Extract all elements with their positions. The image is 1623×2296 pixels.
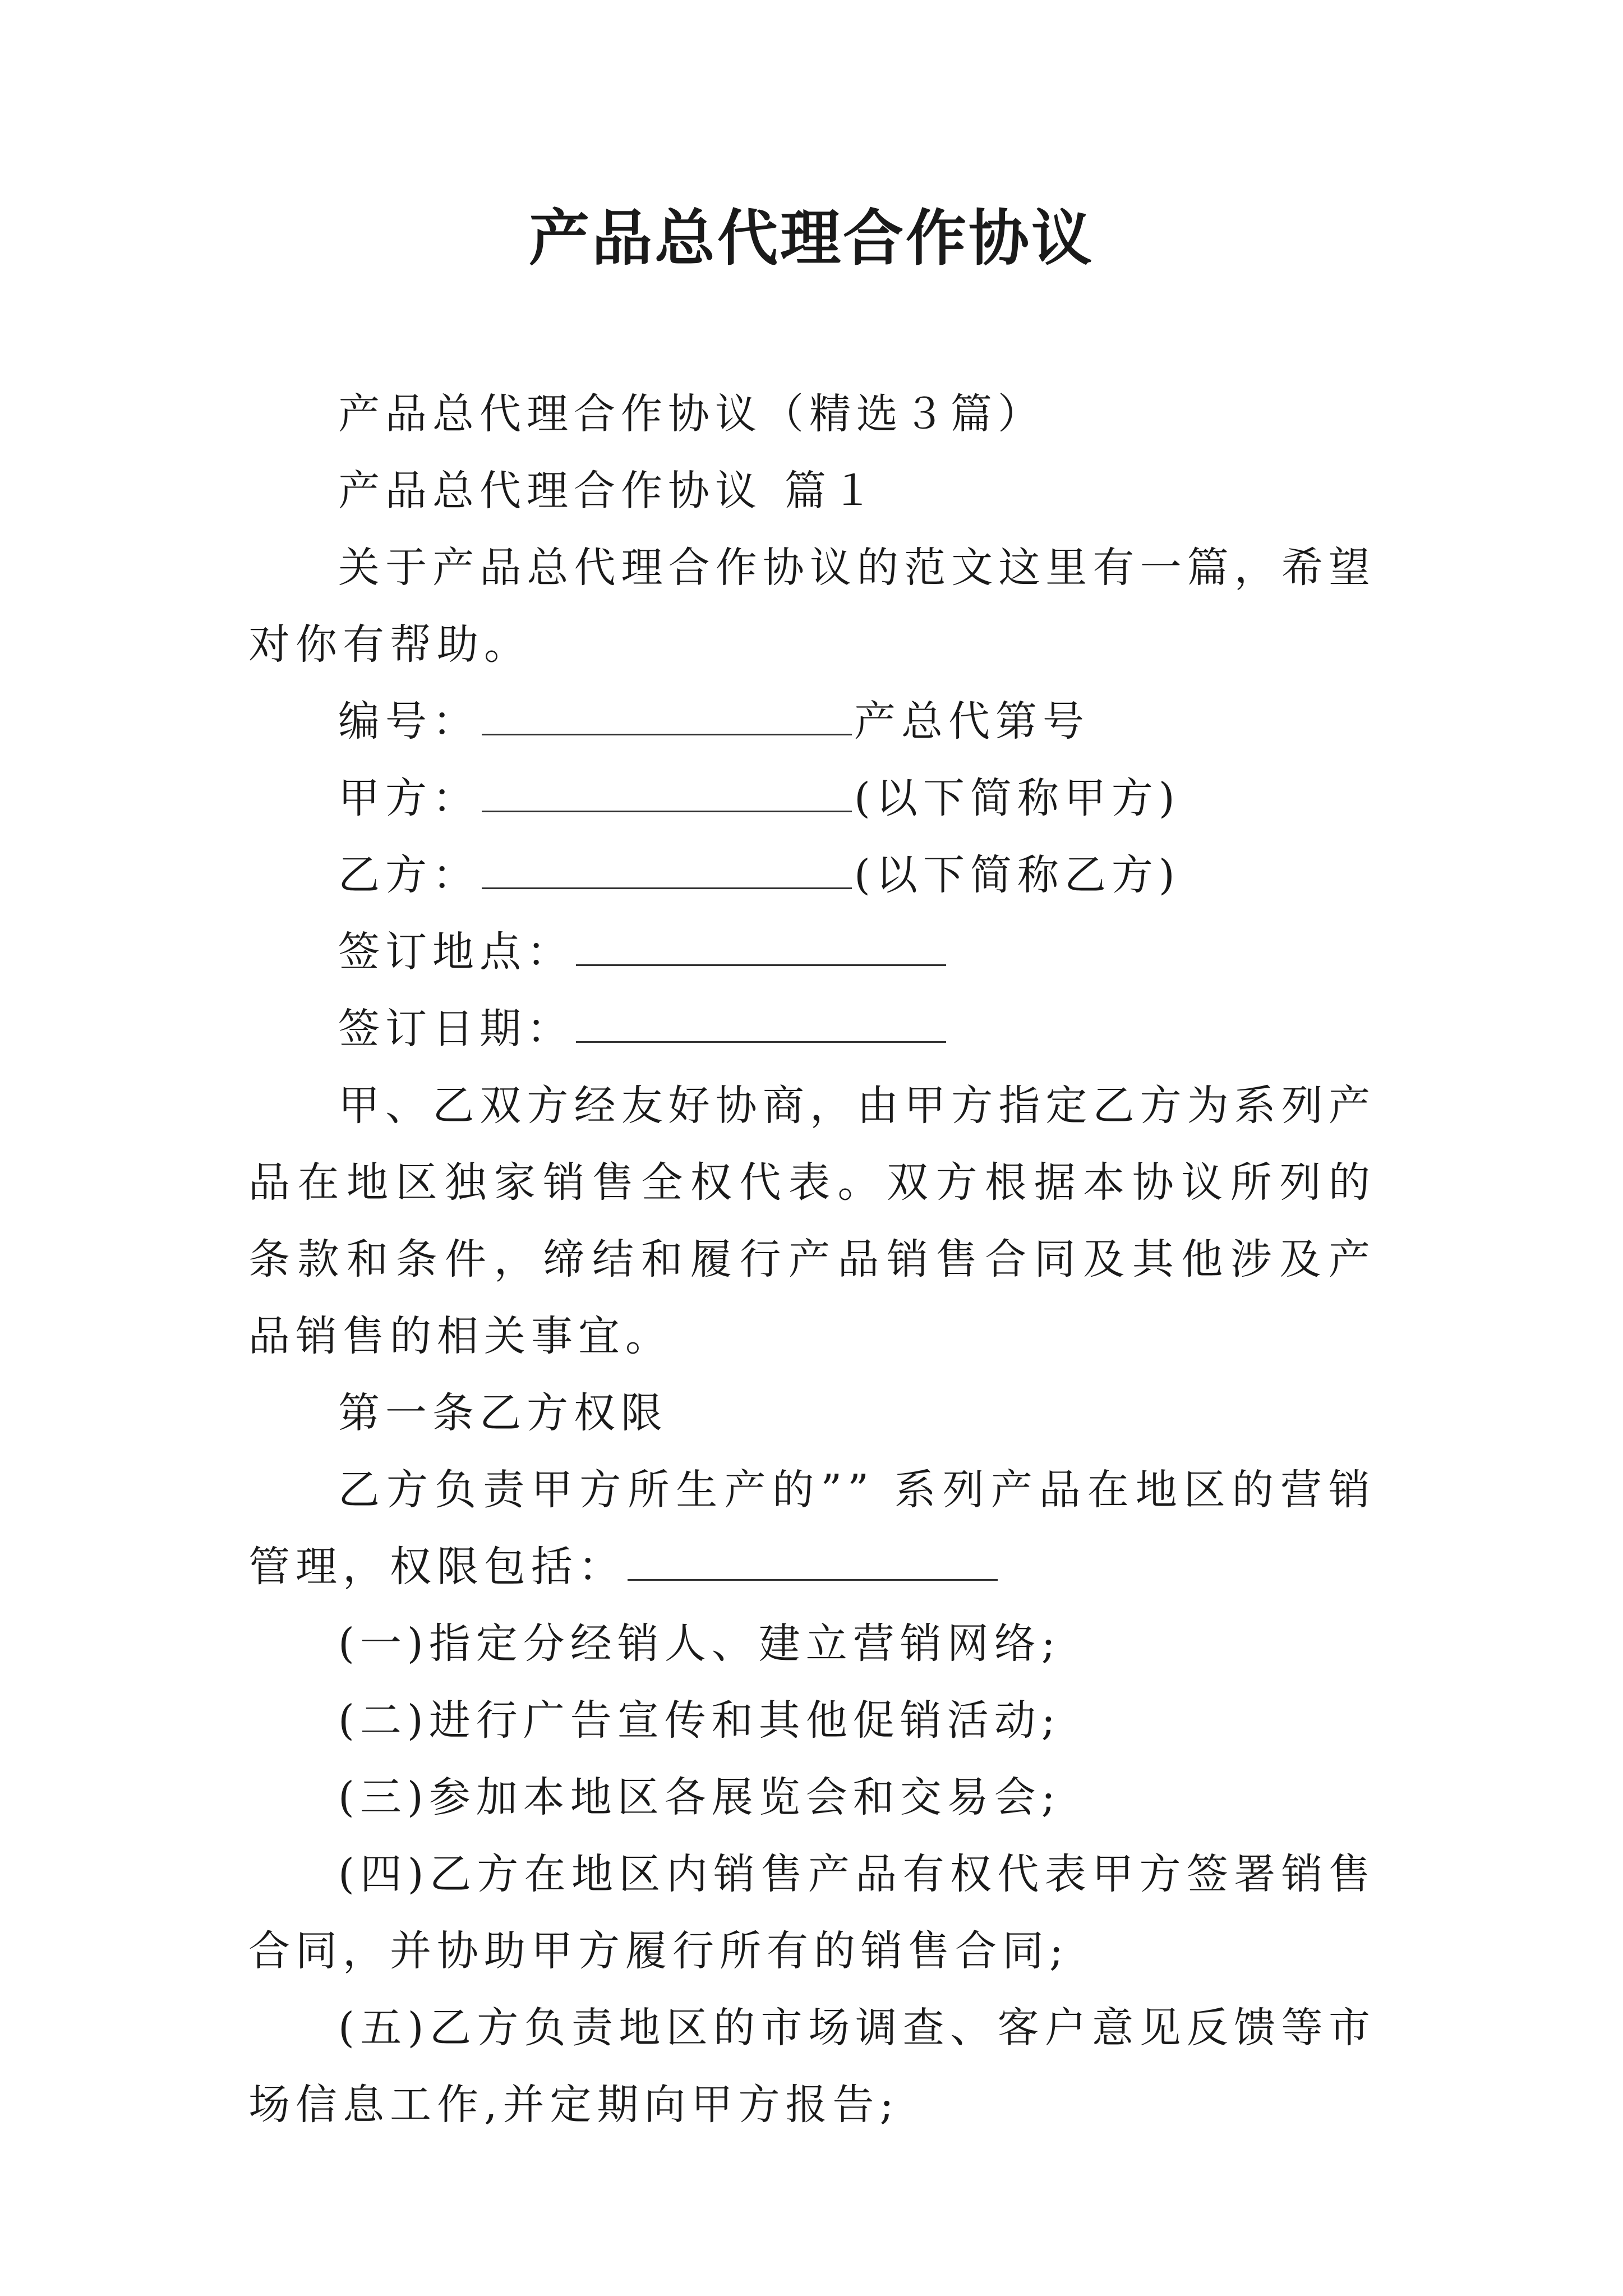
paragraph-collection-title: 产品总代理合作协议（精选３篇） [338, 390, 1045, 438]
list-item-5: (五)乙方负责地区的市场调查、客户意见反馈等市场信息工作,并定期向甲方报告; [248, 2004, 1376, 2129]
field-number-suffix: 产总代第号 [854, 697, 1090, 746]
document-body [248, 376, 1376, 2143]
list-item-3: (三)参加本地区各展览会和交易会; [338, 1773, 1061, 1821]
list-item-4: (四)乙方在地区内销售产品有权代表甲方签署销售合同，并协助甲方履行所有的销售合同; [248, 1850, 1376, 1975]
field-party-a-suffix: (以下简称甲方) [854, 774, 1181, 822]
field-party-a-label: 甲方： [338, 774, 479, 822]
field-signing-place-label: 签订地点： [338, 928, 574, 976]
article-number: 篇１ [785, 467, 879, 515]
paragraph-article-heading [248, 453, 1376, 530]
field-signing-place-blank [576, 931, 946, 966]
paragraph-party-b-scope [248, 1452, 1376, 1605]
field-number-label: 编号： [338, 697, 479, 746]
paragraph-intro: 关于产品总代理合作协议的范文这里有一篇，希望对你有帮助。 [248, 544, 1376, 669]
field-party-b-label: 乙方： [338, 851, 479, 899]
field-signing-date-blank [576, 1007, 946, 1043]
field-party-b-suffix: (以下简称乙方) [854, 851, 1181, 899]
paragraph-agreement-preamble: 甲、乙双方经友好协商，由甲方指定乙方为系列产品在地区独家销售全权代表。双方根据本协议所列的条款和条件，缔结和履行产品销售合同及其他涉及产品销售的相关事宜。 [248, 1082, 1376, 1360]
list-item-1: (一)指定分经销人、建立营销网络; [338, 1619, 1061, 1668]
field-party-b [248, 837, 1376, 914]
article-heading-text: 产品总代理合作协议 [338, 467, 762, 515]
party-b-scope-text: 乙方负责甲方所生产的”” 系列产品在地区的营销管理，权限包括： [248, 1466, 1376, 1591]
paragraph-article-one-heading: 第一条乙方权限 [338, 1389, 668, 1437]
field-number-blank [482, 700, 852, 735]
field-party-a-blank [482, 777, 852, 812]
field-signing-date [248, 991, 1376, 1068]
document-title: 产品总代理合作协议 [528, 203, 1094, 274]
field-party-a [248, 760, 1376, 837]
field-signing-date-label: 签订日期： [338, 1005, 574, 1053]
field-party-b-blank [482, 854, 852, 889]
field-signing-place [248, 914, 1376, 991]
field-number [248, 683, 1376, 760]
list-item-2: (二)进行广告宣传和其他促销活动; [338, 1696, 1061, 1745]
party-b-scope-blank [628, 1545, 998, 1581]
